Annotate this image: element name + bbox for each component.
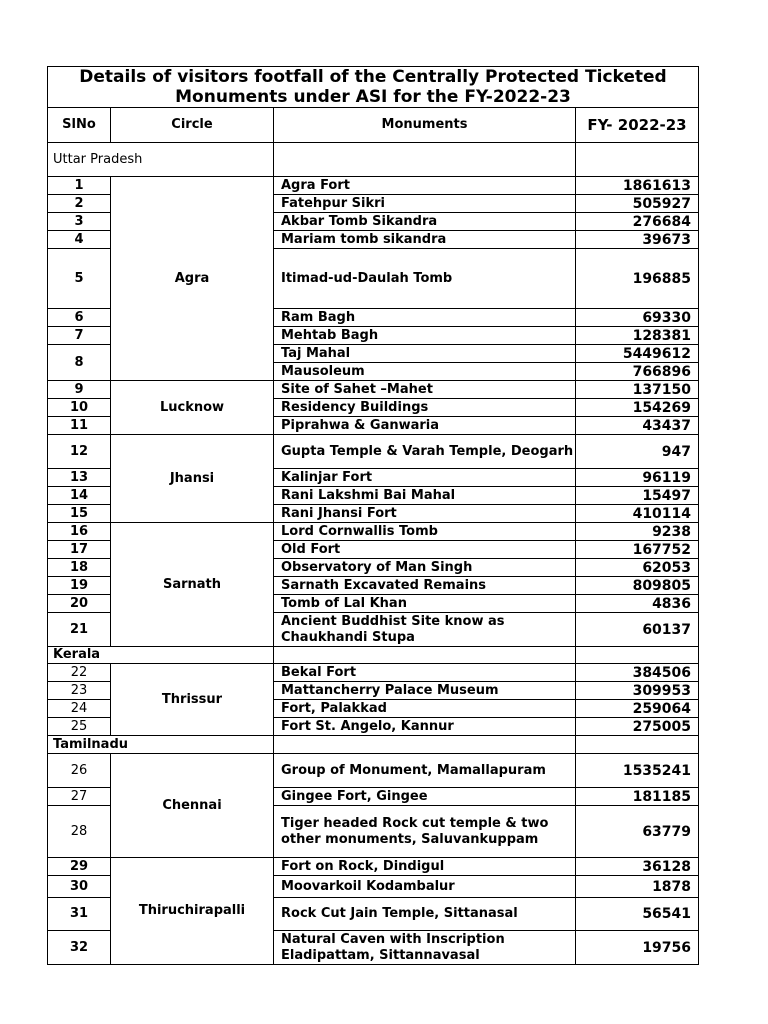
row-value: 309953	[576, 682, 699, 700]
row-slno: 29	[48, 858, 111, 876]
row-monument: Residency Buildings	[274, 399, 576, 417]
row-monument: Ram Bagh	[274, 309, 576, 327]
row-slno: 13	[48, 469, 111, 487]
row-value: 15497	[576, 487, 699, 505]
row-value: 128381	[576, 327, 699, 345]
row-monument: Ancient Buddhist Site know as Chaukhandi Stupa	[274, 613, 576, 647]
row-monument: Mehtab Bagh	[274, 327, 576, 345]
row-slno: 30	[48, 876, 111, 898]
row-monument: Fort St. Angelo, Kannur	[274, 718, 576, 736]
table-row	[48, 381, 699, 399]
row-slno: 7	[48, 327, 111, 345]
state-row	[48, 647, 699, 664]
row-monument: Tomb of Lal Khan	[274, 595, 576, 613]
row-value: 63779	[576, 806, 699, 858]
row-value: 766896	[576, 363, 699, 381]
row-value: 36128	[576, 858, 699, 876]
state-row	[48, 736, 699, 754]
state-tamilnadu: Tamilnadu	[48, 736, 274, 754]
row-monument: Group of Monument, Mamallapuram	[274, 754, 576, 788]
row-value: 9238	[576, 523, 699, 541]
row-monument: Rock Cut Jain Temple, Sittanasal	[274, 898, 576, 931]
circle-sarnath: Sarnath	[111, 523, 274, 647]
circle-thrissur: Thrissur	[111, 664, 274, 736]
row-slno: 25	[48, 718, 111, 736]
row-value: 154269	[576, 399, 699, 417]
row-slno: 11	[48, 417, 111, 435]
row-slno: 17	[48, 541, 111, 559]
row-value: 505927	[576, 195, 699, 213]
row-monument: Mausoleum	[274, 363, 576, 381]
row-monument: Fatehpur Sikri	[274, 195, 576, 213]
row-slno: 20	[48, 595, 111, 613]
row-value: 809805	[576, 577, 699, 595]
row-slno: 9	[48, 381, 111, 399]
row-monument: Itimad-ud-Daulah Tomb	[274, 249, 576, 309]
row-monument: Gingee Fort, Gingee	[274, 788, 576, 806]
row-monument: Natural Caven with Inscription Eladipattam, Sittannavasal	[274, 931, 576, 965]
row-slno: 32	[48, 931, 111, 965]
footfall-table	[47, 66, 699, 965]
row-slno: 12	[48, 435, 111, 469]
circle-chennai: Chennai	[111, 754, 274, 858]
table-row	[48, 435, 699, 469]
header-fy: FY- 2022-23	[576, 108, 699, 143]
header-circle: Circle	[111, 108, 274, 143]
row-slno: 22	[48, 664, 111, 682]
header-slno: SlNo	[48, 108, 111, 143]
row-monument: Rani Lakshmi Bai Mahal	[274, 487, 576, 505]
row-value: 1535241	[576, 754, 699, 788]
row-value: 1878	[576, 876, 699, 898]
table-row	[48, 858, 699, 876]
row-monument: Piprahwa & Ganwaria	[274, 417, 576, 435]
row-value: 62053	[576, 559, 699, 577]
row-value: 276684	[576, 213, 699, 231]
row-value: 56541	[576, 898, 699, 931]
table-title: Details of visitors footfall of the Centrally Protected Ticketed Monuments under ASI for the FY-2022-23	[48, 67, 699, 108]
row-monument: Fort on Rock, Dindigul	[274, 858, 576, 876]
row-slno: 4	[48, 231, 111, 249]
row-value: 196885	[576, 249, 699, 309]
row-value: 60137	[576, 613, 699, 647]
row-slno: 1	[48, 177, 111, 195]
row-value: 39673	[576, 231, 699, 249]
row-slno: 6	[48, 309, 111, 327]
row-monument: Moovarkoil Kodambalur	[274, 876, 576, 898]
row-slno: 2	[48, 195, 111, 213]
row-monument: Mattancherry Palace Museum	[274, 682, 576, 700]
row-slno: 19	[48, 577, 111, 595]
row-slno: 15	[48, 505, 111, 523]
row-monument: Taj Mahal	[274, 345, 576, 363]
circle-lucknow: Lucknow	[111, 381, 274, 435]
row-value: 259064	[576, 700, 699, 718]
circle-agra: Agra	[111, 177, 274, 381]
row-slno: 23	[48, 682, 111, 700]
row-value: 19756	[576, 931, 699, 965]
row-monument: Sarnath Excavated Remains	[274, 577, 576, 595]
table-row	[48, 177, 699, 195]
row-monument: Tiger headed Rock cut temple & two other monuments, Saluvankuppam	[274, 806, 576, 858]
row-monument: Fort, Palakkad	[274, 700, 576, 718]
row-value: 410114	[576, 505, 699, 523]
row-slno: 5	[48, 249, 111, 309]
row-slno: 24	[48, 700, 111, 718]
row-slno: 26	[48, 754, 111, 788]
row-slno: 10	[48, 399, 111, 417]
row-value: 43437	[576, 417, 699, 435]
row-value: 275005	[576, 718, 699, 736]
state-uttar-pradesh: Uttar Pradesh	[48, 143, 274, 177]
row-value: 5449612	[576, 345, 699, 363]
state-row	[48, 143, 699, 177]
row-monument: Old Fort	[274, 541, 576, 559]
row-monument: Bekal Fort	[274, 664, 576, 682]
row-monument: Mariam tomb sikandra	[274, 231, 576, 249]
row-slno: 31	[48, 898, 111, 931]
title-row	[48, 67, 699, 108]
table-row	[48, 523, 699, 541]
row-monument: Lord Cornwallis Tomb	[274, 523, 576, 541]
row-value: 4836	[576, 595, 699, 613]
row-value: 69330	[576, 309, 699, 327]
circle-thiruchirapalli: Thiruchirapalli	[111, 858, 274, 965]
row-value: 96119	[576, 469, 699, 487]
row-monument: Rani Jhansi Fort	[274, 505, 576, 523]
state-kerala: Kerala	[48, 647, 274, 664]
row-slno: 27	[48, 788, 111, 806]
row-slno: 14	[48, 487, 111, 505]
row-value: 384506	[576, 664, 699, 682]
row-value: 1861613	[576, 177, 699, 195]
row-slno: 16	[48, 523, 111, 541]
row-slno: 18	[48, 559, 111, 577]
row-value: 947	[576, 435, 699, 469]
row-monument: Kalinjar Fort	[274, 469, 576, 487]
row-value: 167752	[576, 541, 699, 559]
row-monument: Gupta Temple & Varah Temple, Deogarh	[274, 435, 576, 469]
row-monument: Observatory of Man Singh	[274, 559, 576, 577]
row-slno: 8	[48, 345, 111, 381]
header-monuments: Monuments	[274, 108, 576, 143]
row-slno: 28	[48, 806, 111, 858]
row-value: 137150	[576, 381, 699, 399]
row-monument: Agra Fort	[274, 177, 576, 195]
row-value: 181185	[576, 788, 699, 806]
table-row	[48, 754, 699, 788]
row-monument: Site of Sahet –Mahet	[274, 381, 576, 399]
row-slno: 21	[48, 613, 111, 647]
circle-jhansi: Jhansi	[111, 435, 274, 523]
row-slno: 3	[48, 213, 111, 231]
table-row	[48, 664, 699, 682]
header-row	[48, 108, 699, 143]
row-monument: Akbar Tomb Sikandra	[274, 213, 576, 231]
